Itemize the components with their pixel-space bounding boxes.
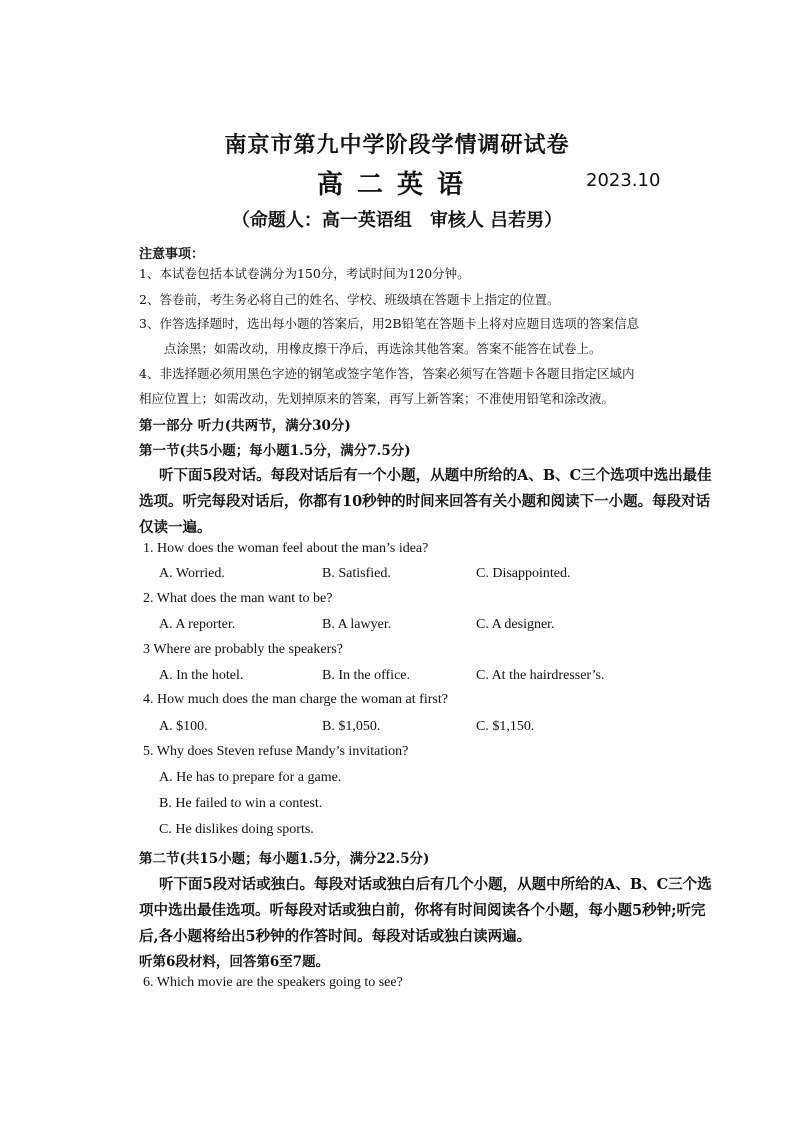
option-b: B. A lawyer. [322, 617, 392, 632]
option-c: C. Disappointed. [476, 566, 571, 581]
note-line: 2、答卷前，考生务必将自己的姓名、学校、班级填在答题卡上指定的位置。 [139, 292, 560, 307]
note-line: 相应位置上；如需改动，先划掉原来的答案，再写上新答案；不准使用铅笔和涂改液。 [139, 391, 615, 406]
part1-title: 第一部分 听力(共两节，满分30分) [139, 418, 351, 434]
option-a: A. A reporter. [159, 617, 236, 632]
question-stem: 1. How does the woman feel about the man’s idea? [143, 541, 429, 556]
option-a: A. $100. [159, 719, 208, 734]
note-line: 点涂黑；如需改动，用橡皮擦干净后，再选涂其他答案。答案不能答在试卷上。 [164, 341, 602, 356]
section2-title: 第二节(共15小题；每小题1.5分，满分22.5分) [139, 851, 430, 867]
question-stem: 4. How much does the man charge the woman at first? [143, 692, 448, 707]
option-c: C. A designer. [476, 617, 555, 632]
option-b: B. Satisfied. [322, 566, 391, 581]
authors-line: （命题人：高一英语组 审核人 吕若男） [231, 210, 563, 231]
question-stem: 6. Which movie are the speakers going to see? [143, 975, 403, 990]
option-b: B. He failed to win a contest. [159, 796, 323, 811]
note-line: 4、非选择题必须用黑色字迹的钢笔或签字笔作答，答案必须写在答题卡各题目指定区域内 [139, 366, 635, 381]
option-a: A. In the hotel. [159, 668, 244, 683]
school-title: 南京市第九中学阶段学情调研试卷 [224, 132, 570, 158]
section2-instruction-line: 项中选出最佳选项。听每段对话或独白前，你将有时间阅读各个小题，每小题5秒钟;听完 [139, 902, 706, 919]
material-note: 听第6段材料，回答第6至7题。 [139, 954, 330, 970]
section1-instruction-line: 选项。听完每段对话后，你都有10秒钟的时间来回答有关小题和阅读下一小题。每段对话 [139, 493, 711, 510]
question-stem: 3 Where are probably the speakers? [143, 642, 343, 657]
question-stem: 5. Why does Steven refuse Mandy’s invitation? [143, 744, 409, 759]
option-c: C. At the hairdresser’s. [476, 668, 605, 683]
option-a: A. He has to prepare for a game. [159, 770, 342, 785]
option-b: B. $1,050. [322, 719, 381, 734]
section1-instruction-line: 仅读一遍。 [139, 519, 212, 536]
notes-heading: 注意事项： [139, 247, 205, 262]
section1-instruction-line: 听下面5段对话。每段对话后有一个小题，从题中所给的A、B、C三个选项中选出最佳 [159, 467, 712, 484]
section2-instruction-line: 听下面5段对话或独白。每段对话或独白后有几个小题，从题中所给的A、B、C三个选 [159, 876, 712, 893]
option-c: C. He dislikes doing sports. [159, 822, 314, 837]
question-stem: 2. What does the man want to be? [143, 591, 333, 606]
option-b: B. In the office. [322, 668, 410, 683]
option-c: C. $1,150. [476, 719, 535, 734]
section2-instruction-line: 后,各小题将给出5秒钟的作答时间。每段对话或独白读两遍。 [139, 928, 532, 945]
section1-title: 第一节(共5小题；每小题1.5分，满分7.5分) [139, 443, 411, 459]
note-line: 3、作答选择题时，选出每小题的答案后，用2B铅笔在答题卡上将对应题目选项的答案信息 [139, 316, 640, 331]
subject-title: 高二英语 [316, 170, 477, 200]
exam-date: 2023.10 [586, 170, 661, 191]
note-line: 1、本试卷包括本试卷满分为150分，考试时间为120分钟。 [139, 266, 470, 281]
option-a: A. Worried. [159, 566, 225, 581]
